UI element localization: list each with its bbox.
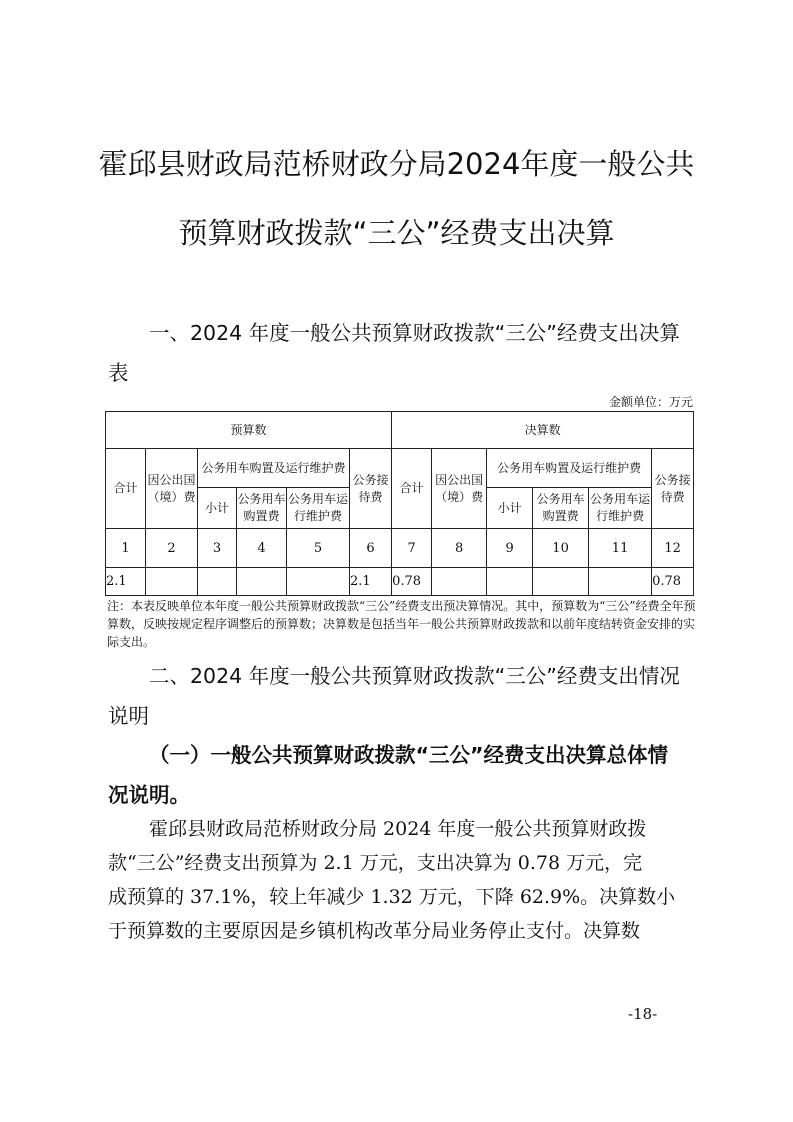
column-number: 12 [652,529,694,568]
section-1-heading: 一、2024 年度一般公共预算财政拨款“三公”经费支出决算 [149,321,680,345]
value-final-vehicle-purchase [533,568,589,596]
section-2-heading: 二、2024 年度一般公共预算财政拨款“三公”经费支出情况 [149,664,680,688]
header-total: 合计 [106,449,146,529]
header-subtotal: 小计 [198,488,237,529]
column-number: 6 [350,529,392,568]
header-vehicle-group: 公务用车购置及运行维护费 [487,449,652,488]
subsection-1-heading: （一）一般公共预算财政拨款“三公”经费支出决算总体情 [149,743,668,767]
section-1-heading-cont: 表 [108,361,129,385]
body-paragraph-line: 霍邱县财政局范桥财政分局 2024 年度一般公共预算财政拨 [149,818,647,840]
value-budget-reception: 2.1 [350,568,392,596]
column-number: 3 [198,529,237,568]
header-reception: 公务接待费 [350,449,392,529]
value-final-reception: 0.78 [652,568,694,596]
value-budget-vehicle-purchase [237,568,287,596]
value-budget-vehicle-subtotal [198,568,237,596]
column-number-row [106,529,694,568]
value-final-vehicle-operation [589,568,652,596]
body-paragraph-line: 成预算的 37.1%，较上年减少 1.32 万元，下降 62.9%。决算数小 [108,886,676,908]
column-number: 7 [392,529,432,568]
header-vehicle-purchase: 公务用车购置费 [237,488,287,529]
header-overseas: 因公出国（境）费 [432,449,487,529]
subsection-1-heading-cont: 况说明。 [108,783,190,807]
column-number: 11 [589,529,652,568]
column-number: 1 [106,529,146,568]
unit-label: 金额单位：万元 [608,395,693,409]
header-reception: 公务接待费 [652,449,694,529]
section-2-heading-cont: 说明 [108,704,149,728]
column-number: 10 [533,529,589,568]
three-public-expenses-table [105,411,694,596]
header-subtotal: 小计 [487,488,533,529]
column-number: 8 [432,529,487,568]
column-number: 9 [487,529,533,568]
value-final-total: 0.78 [392,568,432,596]
value-final-overseas [432,568,487,596]
body-paragraph-line: 于预算数的主要原因是乡镇机构改革分局业务停止支付。决算数 [108,920,641,942]
column-number: 4 [237,529,287,568]
document-title-line-2: 预算财政拨款“三公”经费支出决算 [178,216,615,250]
page-number: -18- [628,1005,658,1023]
body-paragraph-line: 款“三公”经费支出预算为 2.1 万元，支出决算为 0.78 万元，完 [108,852,643,874]
header-total: 合计 [392,449,432,529]
table-note: 注：本表反映单位本年度一般公共预算财政拨款“三公”经费支出预决算情况。其中，预算数为“三公”经费全年预算数，反映按规定程序调整后的预算数；决算数是包括当年一般公共预算财政拨款和以前年度结转资金安排的实际支出。 [107,599,696,649]
header-vehicle-group: 公务用车购置及运行维护费 [198,449,350,488]
table-row [106,568,694,596]
header-vehicle-operation: 公务用车运行维护费 [589,488,652,529]
header-vehicle-purchase: 公务用车购置费 [533,488,589,529]
header-vehicle-operation: 公务用车运行维护费 [287,488,350,529]
header-overseas: 因公出国（境）费 [146,449,198,529]
value-budget-total: 2.1 [106,568,146,596]
group-header-final: 决算数 [392,412,694,449]
column-number: 5 [287,529,350,568]
value-final-vehicle-subtotal [487,568,533,596]
group-header-budget: 预算数 [106,412,392,449]
value-budget-overseas [146,568,198,596]
value-budget-vehicle-operation [287,568,350,596]
column-number: 2 [146,529,198,568]
document-title-line-1: 霍邱县财政局范桥财政分局2024年度一般公共 [98,147,695,181]
